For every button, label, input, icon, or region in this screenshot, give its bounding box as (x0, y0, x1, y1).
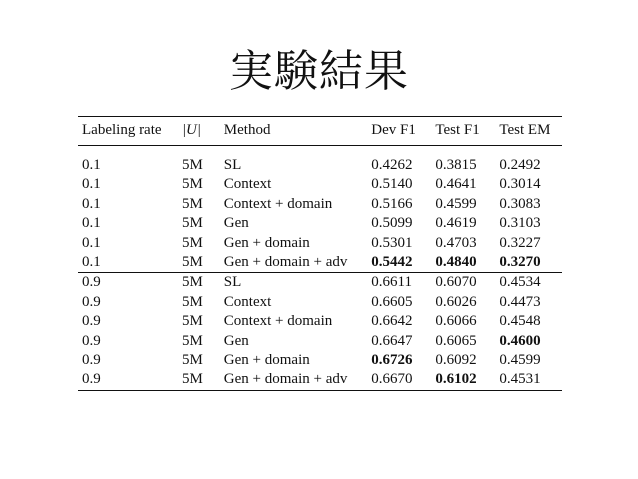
cell-method: Gen + domain + adv (223, 371, 348, 388)
header-test-em: Test EM (499, 122, 551, 138)
cell-test-f1: 0.6026 (435, 293, 477, 310)
header-test-f1: Test F1 (435, 122, 480, 138)
cell-test-f1: 0.4703 (435, 234, 477, 251)
cell-method: Context (223, 293, 272, 310)
cell-labeling-rate: 0.9 (82, 313, 101, 330)
table-row (78, 214, 562, 233)
cell-test-em: 0.4599 (499, 352, 541, 369)
cell-test-em: 0.4548 (499, 313, 541, 330)
cell-dev-f1: 0.6726 (371, 352, 413, 369)
cell-unlabeled-size: 5M (181, 234, 203, 251)
cell-dev-f1: 0.6647 (371, 332, 413, 349)
cell-test-f1: 0.4599 (435, 195, 477, 212)
table-row (78, 234, 562, 253)
cell-unlabeled-size: 5M (181, 371, 203, 388)
cell-test-em: 0.3227 (499, 234, 541, 251)
cell-test-f1: 0.6070 (431, 273, 495, 293)
cell-test-em: 0.2492 (499, 157, 541, 173)
cell-labeling-rate: 0.1 (82, 195, 101, 212)
cell-labeling-rate: 0.1 (82, 234, 101, 251)
cell-labeling-rate: 0.9 (82, 293, 101, 310)
table-row (78, 351, 562, 370)
cell-labeling-rate: 0.9 (78, 273, 178, 293)
cell-method: Context (223, 176, 272, 193)
cell-test-f1: 0.6065 (435, 332, 477, 349)
cell-test-em: 0.3014 (499, 176, 541, 193)
results-table (78, 116, 562, 391)
cell-method: Gen + domain + adv (223, 254, 348, 271)
table-row (78, 146, 562, 176)
cell-test-f1: 0.6102 (435, 371, 477, 388)
cell-method: Gen + domain (223, 234, 310, 251)
cell-test-f1: 0.4641 (435, 176, 477, 193)
cell-unlabeled-size: 5M (181, 332, 203, 349)
cell-method: SL (220, 273, 368, 293)
cell-method: Gen (223, 215, 249, 232)
header-method: Method (223, 122, 271, 138)
table-header (78, 117, 562, 146)
header-dev-f1: Dev F1 (371, 122, 416, 138)
table-row (78, 175, 562, 194)
cell-method: Context + domain (223, 195, 333, 212)
cell-method: Context + domain (223, 313, 333, 330)
table-body (78, 146, 562, 391)
cell-unlabeled-size: 5M (181, 352, 203, 369)
table-row (78, 273, 562, 293)
cell-unlabeled-size: 5M (178, 273, 220, 293)
cell-dev-f1: 0.5442 (371, 254, 413, 271)
table-row (78, 195, 562, 214)
header-unlabeled-size: |U| (181, 122, 202, 138)
cell-labeling-rate: 0.9 (82, 352, 101, 369)
cell-dev-f1: 0.6642 (371, 313, 413, 330)
cell-dev-f1: 0.6670 (371, 371, 413, 388)
cell-test-f1: 0.6092 (435, 352, 477, 369)
table-row (78, 293, 562, 312)
cell-labeling-rate: 0.1 (82, 215, 101, 232)
cell-dev-f1: 0.5166 (371, 195, 413, 212)
cell-test-em: 0.4600 (499, 332, 541, 349)
cell-unlabeled-size: 5M (181, 215, 203, 232)
cell-dev-f1: 0.5301 (371, 234, 413, 251)
cell-labeling-rate: 0.1 (82, 254, 101, 271)
cell-labeling-rate: 0.9 (82, 371, 101, 388)
cell-labeling-rate: 0.1 (82, 176, 101, 193)
header-row (78, 117, 562, 146)
cell-unlabeled-size: 5M (181, 293, 203, 310)
cell-dev-f1: 0.6611 (367, 273, 431, 293)
cell-labeling-rate: 0.9 (82, 332, 101, 349)
cell-dev-f1: 0.5099 (371, 215, 413, 232)
cell-test-em: 0.3103 (499, 215, 541, 232)
cell-test-f1: 0.4840 (435, 254, 477, 271)
cell-dev-f1: 0.6605 (371, 293, 413, 310)
cell-test-em: 0.4531 (499, 371, 541, 388)
cell-dev-f1: 0.4262 (371, 157, 413, 173)
cell-test-f1: 0.3815 (435, 157, 477, 173)
cell-test-em: 0.3270 (499, 254, 541, 271)
table-row (78, 253, 562, 273)
cell-unlabeled-size: 5M (181, 176, 203, 193)
cell-dev-f1: 0.5140 (371, 176, 413, 193)
cell-test-em: 0.4534 (495, 273, 562, 293)
cell-unlabeled-size: 5M (181, 313, 203, 330)
table-row (78, 370, 562, 390)
header-labeling-rate: Labeling rate (82, 122, 162, 138)
cell-labeling-rate: 0.1 (82, 157, 101, 173)
cell-test-em: 0.3083 (499, 195, 541, 212)
table-row (78, 332, 562, 351)
cell-method: SL (223, 157, 242, 173)
cell-test-f1: 0.4619 (435, 215, 477, 232)
cell-method: Gen + domain (223, 352, 310, 369)
slide-title: 実験結果 (229, 46, 409, 97)
cell-test-f1: 0.6066 (435, 313, 477, 330)
table-row (78, 312, 562, 331)
cell-unlabeled-size: 5M (181, 157, 203, 173)
cell-test-em: 0.4473 (499, 293, 541, 310)
cell-unlabeled-size: 5M (181, 254, 203, 271)
cell-unlabeled-size: 5M (181, 195, 203, 212)
cell-method: Gen (223, 332, 249, 349)
